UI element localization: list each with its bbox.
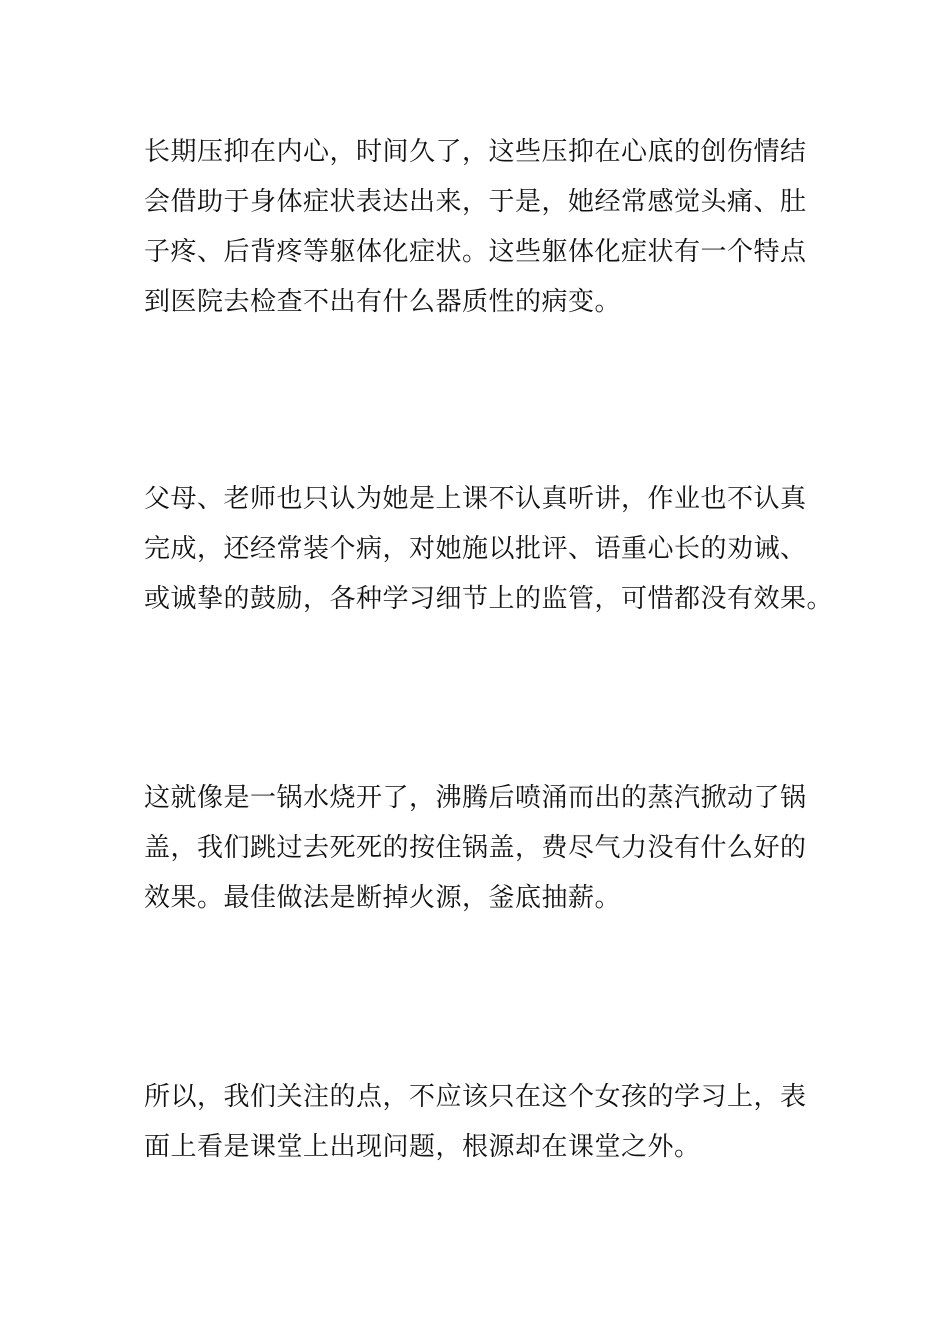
paragraph <box>144 127 814 327</box>
text-line: 所以，我们关注的点，不应该只在这个女孩的学习上，表 <box>144 1082 807 1112</box>
paragraph <box>144 1072 814 1172</box>
text-line: 这就像是一锅水烧开了，沸腾后喷涌而出的蒸汽掀动了锅 <box>144 783 807 813</box>
text-line: 到医院去检查不出有什么器质性的病变。 <box>144 287 622 317</box>
paragraph <box>144 474 834 624</box>
text-line: 效果。最佳做法是断掉火源，釜底抽薪。 <box>144 883 622 913</box>
text-line: 长期压抑在内心，时间久了，这些压抑在心底的创伤情结 <box>144 137 807 167</box>
text-line: 或诚挚的鼓励，各种学习细节上的监管，可惜都没有效果。 <box>144 584 834 614</box>
text-line: 完成，还经常装个病，对她施以批评、语重心长的劝诫、 <box>144 534 807 564</box>
text-line: 子疼、后背疼等躯体化症状。这些躯体化症状有一个特点 <box>144 237 807 267</box>
paragraph <box>144 773 814 923</box>
text-line: 面上看是课堂上出现问题，根源却在课堂之外。 <box>144 1132 701 1162</box>
text-line: 父母、老师也只认为她是上课不认真听讲，作业也不认真 <box>144 484 807 514</box>
text-line: 会借助于身体症状表达出来，于是，她经常感觉头痛、肚 <box>144 187 807 217</box>
text-line: 盖，我们跳过去死死的按住锅盖，费尽气力没有什么好的 <box>144 833 807 863</box>
